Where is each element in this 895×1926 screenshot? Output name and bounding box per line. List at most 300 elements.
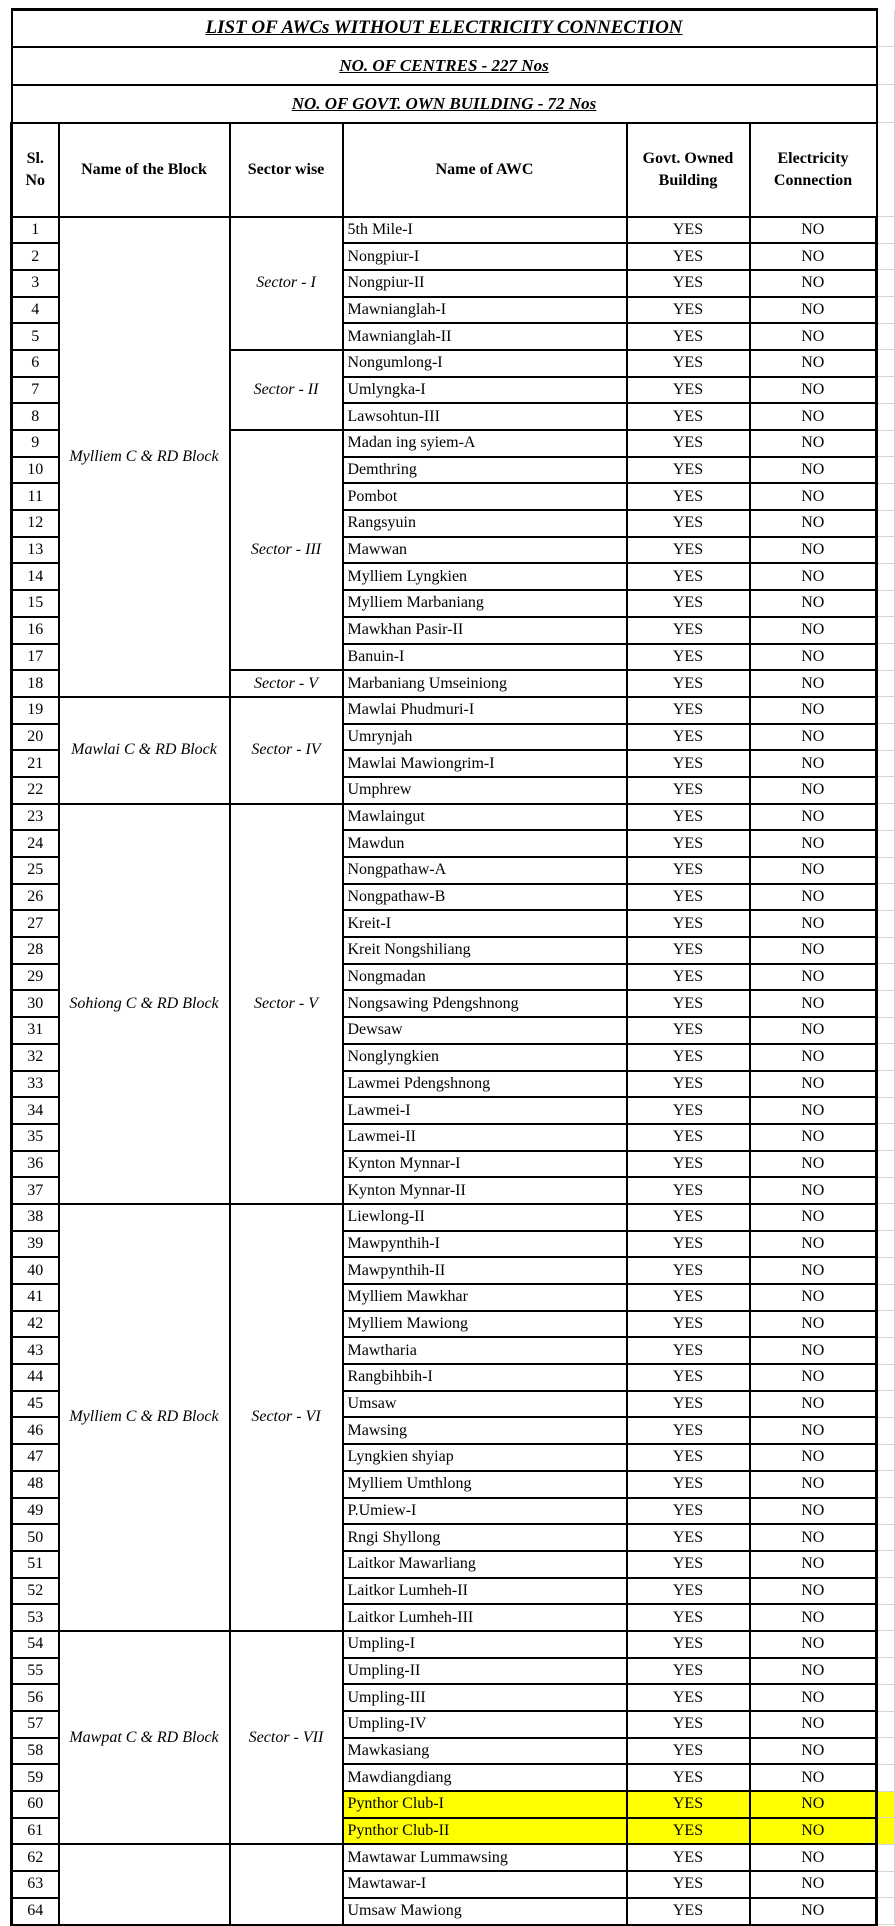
cell-govt-owned-building: YES	[627, 483, 750, 510]
cell-serial-number: 11	[12, 483, 59, 510]
cell-awc-name: Laitkor Lumheh-III	[343, 1604, 627, 1631]
cell-govt-owned-building: YES	[627, 884, 750, 911]
cell-awc-name: Laitkor Lumheh-II	[343, 1578, 627, 1605]
table-head	[12, 10, 895, 217]
cell-serial-number: 45	[12, 1391, 59, 1418]
cell-awc-name: Rangsyuin	[343, 510, 627, 537]
cell-govt-owned-building: YES	[627, 1044, 750, 1071]
cell-govt-owned-building: YES	[627, 1257, 750, 1284]
cell-block-name: Mylliem C & RD Block	[59, 217, 230, 697]
cell-serial-number: 6	[12, 350, 59, 377]
margin-gridline	[877, 884, 895, 911]
cell-electricity-connection: NO	[750, 483, 877, 510]
margin-gridline	[877, 1551, 895, 1578]
cell-awc-name: Nongmadan	[343, 964, 627, 991]
margin-gridline	[877, 1738, 895, 1765]
margin-gridline	[877, 1311, 895, 1338]
cell-govt-owned-building: YES	[627, 1177, 750, 1204]
cell-electricity-connection: NO	[750, 1204, 877, 1231]
cell-awc-name: Madan ing syiem-A	[343, 430, 627, 457]
cell-electricity-connection: NO	[750, 1898, 877, 1925]
cell-serial-number: 1	[12, 217, 59, 244]
cell-sector-name: Sector - II	[230, 350, 343, 430]
cell-electricity-connection: NO	[750, 884, 877, 911]
col-header-block: Name of the Block	[59, 123, 230, 217]
margin-gridline	[877, 1684, 895, 1711]
cell-electricity-connection: NO	[750, 1364, 877, 1391]
cell-electricity-connection: NO	[750, 617, 877, 644]
margin-gridline	[877, 724, 895, 751]
margin-gridline	[877, 804, 895, 831]
margin-gridline	[877, 1017, 895, 1044]
cell-electricity-connection: NO	[750, 1604, 877, 1631]
cell-electricity-connection: NO	[750, 670, 877, 697]
cell-awc-name: Umsaw Mawiong	[343, 1898, 627, 1925]
cell-awc-name: Mawdun	[343, 830, 627, 857]
cell-awc-name: Pombot	[343, 483, 627, 510]
cell-govt-owned-building: YES	[627, 1284, 750, 1311]
cell-electricity-connection: NO	[750, 323, 877, 350]
cell-awc-name: Mawkasiang	[343, 1738, 627, 1765]
cell-awc-name: Nongpathaw-B	[343, 884, 627, 911]
margin-gridline	[877, 297, 895, 324]
cell-electricity-connection: NO	[750, 1551, 877, 1578]
cell-govt-owned-building: YES	[627, 644, 750, 671]
margin-gridline	[877, 537, 895, 564]
cell-electricity-connection: NO	[750, 1097, 877, 1124]
cell-govt-owned-building: YES	[627, 1764, 750, 1791]
cell-electricity-connection: NO	[750, 457, 877, 484]
cell-govt-owned-building: YES	[627, 270, 750, 297]
cell-electricity-connection: NO	[750, 403, 877, 430]
cell-govt-owned-building: YES	[627, 1898, 750, 1925]
cell-serial-number: 62	[12, 1844, 59, 1871]
cell-serial-number: 30	[12, 990, 59, 1017]
cell-awc-name: Mawwan	[343, 537, 627, 564]
margin-gridline	[877, 217, 895, 244]
cell-govt-owned-building: YES	[627, 1204, 750, 1231]
cell-govt-owned-building: YES	[627, 1498, 750, 1525]
cell-electricity-connection: NO	[750, 1871, 877, 1898]
cell-serial-number: 13	[12, 537, 59, 564]
margin-gridline	[877, 1711, 895, 1738]
margin-gridline	[877, 123, 895, 217]
cell-serial-number: 61	[12, 1818, 59, 1845]
margin-gridline	[877, 1257, 895, 1284]
cell-electricity-connection: NO	[750, 1017, 877, 1044]
margin-gridline	[877, 270, 895, 297]
cell-govt-owned-building: YES	[627, 1524, 750, 1551]
cell-serial-number: 28	[12, 937, 59, 964]
cell-awc-name: Mawlaingut	[343, 804, 627, 831]
table-content	[10, 8, 893, 1926]
cell-awc-name: Nongsawing Pdengshnong	[343, 990, 627, 1017]
cell-electricity-connection: NO	[750, 243, 877, 270]
cell-serial-number: 3	[12, 270, 59, 297]
cell-electricity-connection: NO	[750, 1631, 877, 1658]
margin-gridline	[877, 590, 895, 617]
cell-serial-number: 4	[12, 297, 59, 324]
cell-electricity-connection: NO	[750, 1391, 877, 1418]
margin-gridline	[877, 1791, 895, 1818]
cell-awc-name: Nongumlong-I	[343, 350, 627, 377]
margin-gridline	[877, 85, 895, 123]
cell-govt-owned-building: YES	[627, 350, 750, 377]
cell-govt-owned-building: YES	[627, 1444, 750, 1471]
cell-awc-name: Banuin-I	[343, 644, 627, 671]
cell-awc-name: Umlyngka-I	[343, 377, 627, 404]
col-header-slno: Sl. No	[12, 123, 59, 217]
cell-serial-number: 23	[12, 804, 59, 831]
cell-serial-number: 20	[12, 724, 59, 751]
cell-serial-number: 24	[12, 830, 59, 857]
cell-electricity-connection: NO	[750, 1738, 877, 1765]
cell-serial-number: 31	[12, 1017, 59, 1044]
cell-awc-name: Umpling-II	[343, 1658, 627, 1685]
cell-awc-name: Mawlai Mawiongrim-I	[343, 750, 627, 777]
cell-electricity-connection: NO	[750, 644, 877, 671]
cell-serial-number: 12	[12, 510, 59, 537]
cell-serial-number: 63	[12, 1871, 59, 1898]
cell-electricity-connection: NO	[750, 1711, 877, 1738]
cell-electricity-connection: NO	[750, 1257, 877, 1284]
cell-electricity-connection: NO	[750, 1177, 877, 1204]
cell-govt-owned-building: YES	[627, 724, 750, 751]
cell-awc-name: Rangbihbih-I	[343, 1364, 627, 1391]
cell-sector-name: Sector - VI	[230, 1204, 343, 1631]
cell-awc-name: Kreit Nongshiliang	[343, 937, 627, 964]
margin-gridline	[877, 1631, 895, 1658]
cell-govt-owned-building: YES	[627, 1871, 750, 1898]
cell-electricity-connection: NO	[750, 537, 877, 564]
cell-electricity-connection: NO	[750, 1471, 877, 1498]
cell-awc-name: Umpling-III	[343, 1684, 627, 1711]
cell-govt-owned-building: YES	[627, 857, 750, 884]
cell-awc-name: Kreit-I	[343, 910, 627, 937]
cell-govt-owned-building: YES	[627, 804, 750, 831]
margin-gridline	[877, 1391, 895, 1418]
cell-awc-name: Umpling-I	[343, 1631, 627, 1658]
cell-govt-owned-building: YES	[627, 430, 750, 457]
cell-sector-name: Sector - I	[230, 217, 343, 350]
cell-govt-owned-building: YES	[627, 937, 750, 964]
cell-electricity-connection: NO	[750, 377, 877, 404]
govt-building-count-title	[12, 85, 877, 123]
cell-govt-owned-building: YES	[627, 297, 750, 324]
cell-awc-name: Mawpynthih-I	[343, 1231, 627, 1258]
table-row	[12, 1844, 895, 1871]
cell-govt-owned-building: YES	[627, 1791, 750, 1818]
cell-electricity-connection: NO	[750, 297, 877, 324]
cell-sector-name: Sector - V	[230, 670, 343, 697]
cell-awc-name: Mylliem Marbaniang	[343, 590, 627, 617]
table-row	[12, 697, 895, 724]
cell-block-name: Mawlai C & RD Block	[59, 697, 230, 804]
cell-serial-number: 5	[12, 323, 59, 350]
centres-count-title	[12, 47, 877, 85]
cell-govt-owned-building: YES	[627, 537, 750, 564]
margin-gridline	[877, 990, 895, 1017]
cell-awc-name: Mawlai Phudmuri-I	[343, 697, 627, 724]
cell-govt-owned-building: YES	[627, 1818, 750, 1845]
margin-gridline	[877, 857, 895, 884]
cell-govt-owned-building: YES	[627, 1578, 750, 1605]
margin-gridline	[877, 1471, 895, 1498]
cell-electricity-connection: NO	[750, 937, 877, 964]
cell-awc-name: Pynthor Club-I	[343, 1791, 627, 1818]
cell-govt-owned-building: YES	[627, 403, 750, 430]
margin-gridline	[877, 750, 895, 777]
cell-electricity-connection: NO	[750, 1658, 877, 1685]
cell-serial-number: 19	[12, 697, 59, 724]
cell-electricity-connection: NO	[750, 910, 877, 937]
cell-govt-owned-building: YES	[627, 377, 750, 404]
cell-awc-name: Lawsohtun-III	[343, 403, 627, 430]
cell-serial-number: 41	[12, 1284, 59, 1311]
awc-table	[10, 8, 895, 1926]
awc-table-body	[12, 217, 895, 1925]
cell-electricity-connection: NO	[750, 1684, 877, 1711]
margin-gridline	[877, 1444, 895, 1471]
margin-gridline	[877, 1097, 895, 1124]
cell-electricity-connection: NO	[750, 1337, 877, 1364]
cell-serial-number: 17	[12, 644, 59, 671]
cell-electricity-connection: NO	[750, 1044, 877, 1071]
margin-gridline	[877, 1177, 895, 1204]
cell-sector-name: Sector - V	[230, 804, 343, 1204]
cell-awc-name: Dewsaw	[343, 1017, 627, 1044]
table-row	[12, 1204, 895, 1231]
cell-electricity-connection: NO	[750, 1818, 877, 1845]
cell-serial-number: 7	[12, 377, 59, 404]
cell-serial-number: 39	[12, 1231, 59, 1258]
cell-govt-owned-building: YES	[627, 1844, 750, 1871]
cell-serial-number: 37	[12, 1177, 59, 1204]
cell-electricity-connection: NO	[750, 217, 877, 244]
cell-serial-number: 58	[12, 1738, 59, 1765]
cell-govt-owned-building: YES	[627, 1097, 750, 1124]
cell-govt-owned-building: YES	[627, 1017, 750, 1044]
cell-awc-name: Mawkhan Pasir-II	[343, 617, 627, 644]
cell-govt-owned-building: YES	[627, 1364, 750, 1391]
cell-electricity-connection: NO	[750, 857, 877, 884]
cell-awc-name: Laitkor Mawarliang	[343, 1551, 627, 1578]
cell-govt-owned-building: YES	[627, 617, 750, 644]
cell-electricity-connection: NO	[750, 1498, 877, 1525]
margin-gridline	[877, 10, 895, 47]
cell-awc-name: Kynton Mynnar-I	[343, 1151, 627, 1178]
cell-serial-number: 40	[12, 1257, 59, 1284]
cell-govt-owned-building: YES	[627, 1417, 750, 1444]
cell-electricity-connection: NO	[750, 1791, 877, 1818]
title-row-centres	[12, 47, 895, 85]
cell-awc-name: Nongpiur-II	[343, 270, 627, 297]
cell-awc-name: Demthring	[343, 457, 627, 484]
margin-gridline	[877, 617, 895, 644]
cell-govt-owned-building: YES	[627, 1231, 750, 1258]
cell-awc-name: Mawtawar-I	[343, 1871, 627, 1898]
cell-govt-owned-building: YES	[627, 830, 750, 857]
cell-electricity-connection: NO	[750, 1124, 877, 1151]
margin-gridline	[877, 1417, 895, 1444]
cell-electricity-connection: NO	[750, 1844, 877, 1871]
cell-govt-owned-building: YES	[627, 1658, 750, 1685]
cell-govt-owned-building: YES	[627, 1337, 750, 1364]
cell-govt-owned-building: YES	[627, 323, 750, 350]
cell-serial-number: 50	[12, 1524, 59, 1551]
cell-serial-number: 48	[12, 1471, 59, 1498]
cell-electricity-connection: NO	[750, 270, 877, 297]
cell-awc-name: Mylliem Mawkhar	[343, 1284, 627, 1311]
cell-serial-number: 46	[12, 1417, 59, 1444]
cell-govt-owned-building: YES	[627, 510, 750, 537]
cell-electricity-connection: NO	[750, 804, 877, 831]
cell-awc-name: Nongpiur-I	[343, 243, 627, 270]
margin-gridline	[877, 1337, 895, 1364]
cell-serial-number: 43	[12, 1337, 59, 1364]
table-row	[12, 804, 895, 831]
margin-gridline	[877, 1044, 895, 1071]
cell-awc-name: Mawsing	[343, 1417, 627, 1444]
cell-electricity-connection: NO	[750, 430, 877, 457]
cell-awc-name: Nongpathaw-A	[343, 857, 627, 884]
margin-gridline	[877, 510, 895, 537]
cell-block-name: Mylliem C & RD Block	[59, 1204, 230, 1631]
cell-electricity-connection: NO	[750, 350, 877, 377]
margin-gridline	[877, 1231, 895, 1258]
margin-gridline	[877, 47, 895, 85]
margin-gridline	[877, 1818, 895, 1845]
cell-awc-name: Mawtharia	[343, 1337, 627, 1364]
cell-serial-number: 55	[12, 1658, 59, 1685]
cell-awc-name: Mawnianglah-I	[343, 297, 627, 324]
cell-awc-name: Liewlong-II	[343, 1204, 627, 1231]
margin-gridline	[877, 457, 895, 484]
cell-serial-number: 27	[12, 910, 59, 937]
cell-serial-number: 8	[12, 403, 59, 430]
cell-serial-number: 52	[12, 1578, 59, 1605]
cell-awc-name: Mylliem Umthlong	[343, 1471, 627, 1498]
cell-awc-name: Mylliem Mawiong	[343, 1311, 627, 1338]
cell-awc-name: Mylliem Lyngkien	[343, 563, 627, 590]
margin-gridline	[877, 1764, 895, 1791]
cell-sector-name: Sector - III	[230, 430, 343, 670]
cell-serial-number: 29	[12, 964, 59, 991]
cell-electricity-connection: NO	[750, 750, 877, 777]
margin-gridline	[877, 777, 895, 804]
cell-electricity-connection: NO	[750, 964, 877, 991]
cell-serial-number: 15	[12, 590, 59, 617]
cell-electricity-connection: NO	[750, 697, 877, 724]
cell-awc-name: Lawmei-I	[343, 1097, 627, 1124]
cell-serial-number: 33	[12, 1071, 59, 1098]
margin-gridline	[877, 1844, 895, 1871]
cell-govt-owned-building: YES	[627, 777, 750, 804]
cell-serial-number: 21	[12, 750, 59, 777]
cell-serial-number: 26	[12, 884, 59, 911]
cell-electricity-connection: NO	[750, 590, 877, 617]
table-row	[12, 1631, 895, 1658]
cell-govt-owned-building: YES	[627, 243, 750, 270]
margin-gridline	[877, 830, 895, 857]
cell-electricity-connection: NO	[750, 830, 877, 857]
cell-awc-name: P.Umiew-I	[343, 1498, 627, 1525]
cell-awc-name: Mawpynthih-II	[343, 1257, 627, 1284]
cell-electricity-connection: NO	[750, 1764, 877, 1791]
cell-electricity-connection: NO	[750, 1071, 877, 1098]
cell-awc-name: Umsaw	[343, 1391, 627, 1418]
cell-electricity-connection: NO	[750, 563, 877, 590]
cell-govt-owned-building: YES	[627, 457, 750, 484]
title-row-govt-building	[12, 85, 895, 123]
cell-electricity-connection: NO	[750, 990, 877, 1017]
cell-govt-owned-building: YES	[627, 1551, 750, 1578]
margin-gridline	[877, 403, 895, 430]
cell-govt-owned-building: YES	[627, 1391, 750, 1418]
margin-gridline	[877, 1204, 895, 1231]
margin-gridline	[877, 430, 895, 457]
column-header-row	[12, 123, 895, 217]
cell-serial-number: 36	[12, 1151, 59, 1178]
col-header-electricity: Electricity Connection	[750, 123, 877, 217]
margin-gridline	[877, 1364, 895, 1391]
page-title	[12, 10, 877, 47]
cell-govt-owned-building: YES	[627, 1684, 750, 1711]
cell-serial-number: 16	[12, 617, 59, 644]
cell-serial-number: 2	[12, 243, 59, 270]
cell-awc-name: 5th Mile-I	[343, 217, 627, 244]
cell-serial-number: 14	[12, 563, 59, 590]
cell-awc-name: Umpling-IV	[343, 1711, 627, 1738]
cell-govt-owned-building: YES	[627, 1631, 750, 1658]
col-header-awc-name: Name of AWC	[343, 123, 627, 217]
col-header-govt-building: Govt. Owned Building	[627, 123, 750, 217]
cell-sector-name: Sector - VII	[230, 1631, 343, 1845]
cell-awc-name: Mawtawar Lummawsing	[343, 1844, 627, 1871]
cell-awc-name: Lawmei-II	[343, 1124, 627, 1151]
margin-gridline	[877, 1604, 895, 1631]
cell-block-name: Sohiong C & RD Block	[59, 804, 230, 1204]
margin-gridline	[877, 1658, 895, 1685]
cell-govt-owned-building: YES	[627, 590, 750, 617]
title-row-main	[12, 10, 895, 47]
cell-serial-number: 47	[12, 1444, 59, 1471]
margin-gridline	[877, 1124, 895, 1151]
cell-serial-number: 64	[12, 1898, 59, 1925]
cell-awc-name: Marbaniang Umseiniong	[343, 670, 627, 697]
cell-serial-number: 9	[12, 430, 59, 457]
cell-awc-name: Lawmei Pdengshnong	[343, 1071, 627, 1098]
cell-awc-name: Mawdiangdiang	[343, 1764, 627, 1791]
cell-serial-number: 59	[12, 1764, 59, 1791]
cell-govt-owned-building: YES	[627, 697, 750, 724]
margin-gridline	[877, 483, 895, 510]
margin-gridline	[877, 1151, 895, 1178]
cell-govt-owned-building: YES	[627, 1071, 750, 1098]
margin-gridline	[877, 323, 895, 350]
cell-govt-owned-building: YES	[627, 1124, 750, 1151]
margin-gridline	[877, 377, 895, 404]
cell-electricity-connection: NO	[750, 1284, 877, 1311]
cell-serial-number: 32	[12, 1044, 59, 1071]
table-row	[12, 217, 895, 244]
cell-serial-number: 56	[12, 1684, 59, 1711]
margin-gridline	[877, 563, 895, 590]
cell-govt-owned-building: YES	[627, 910, 750, 937]
margin-gridline	[877, 1498, 895, 1525]
margin-gridline	[877, 937, 895, 964]
cell-awc-name: Umphrew	[343, 777, 627, 804]
